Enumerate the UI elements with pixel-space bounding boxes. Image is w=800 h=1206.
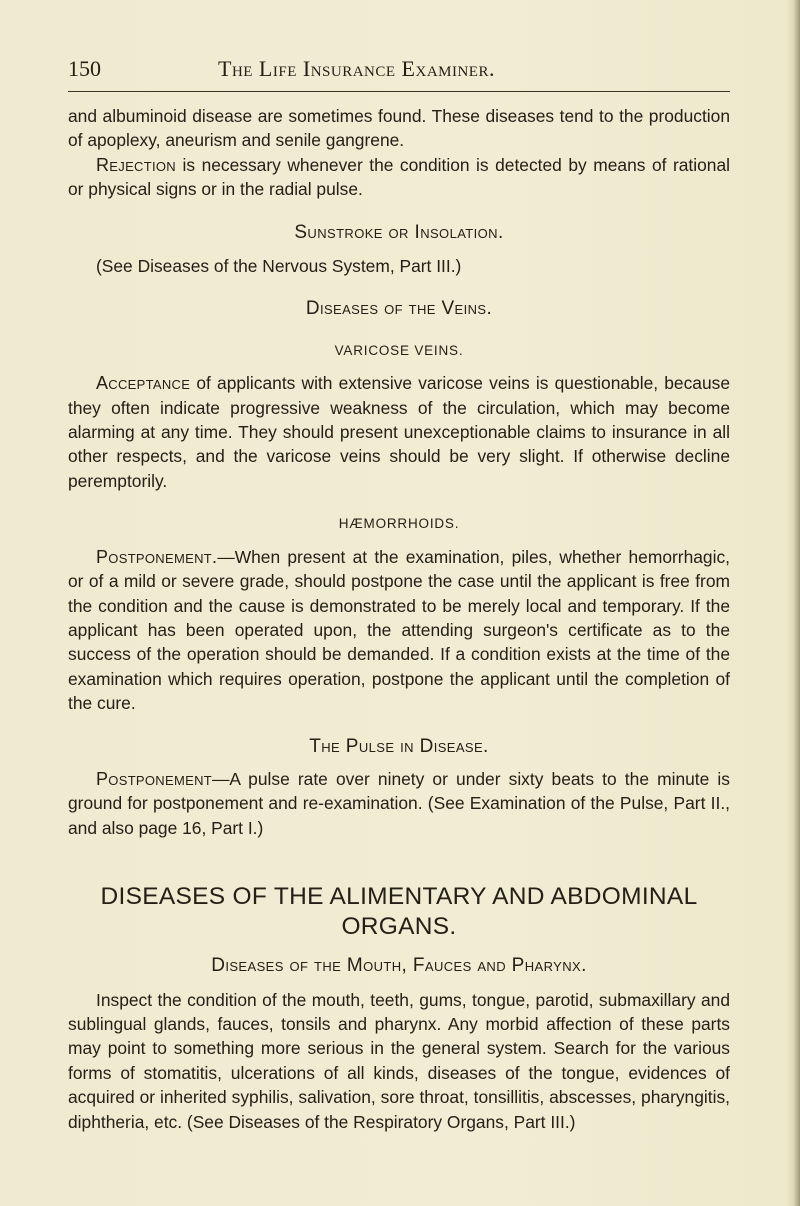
- see-sunstroke: (See Diseases of the Nervous System, Part III.): [96, 256, 462, 277]
- subheading-varicose: VARICOSE VEINS.: [334, 342, 464, 358]
- page-body: [68, 104, 730, 1134]
- paragraph-mouth: Inspect the condition of the mouth, teeth, gums, tongue, parotid, submaxillary and sublingual glands, fauces, tonsils and pharynx. Any morbid affection of these parts may point to something more serious in the general system. Search for the various forms of stomatitis, ulcerations of all kinds, diseases of the tongue, evidences of acquired or inherited syphilis, salivation, sore throat, tonsillitis, abscesses, pharyngitis, diphtheria, etc. (See Diseases of the Respiratory Organs, Part III.): [68, 989, 730, 1132]
- heading-pulse: The Pulse in Disease.: [309, 735, 489, 757]
- page-header: [68, 56, 730, 86]
- paragraph-varicose: [68, 371, 730, 493]
- paragraph-pulse: [68, 767, 730, 840]
- heading-veins: Diseases of the Veins.: [305, 298, 493, 320]
- rejection-lead: Rejection: [96, 154, 176, 175]
- pulse-text: —A pulse rate over ninety or under sixty beats to the minute is ground for postponement and re-examination. (See Examination of the Pulse, Part II., and also page 16, Part I.): [68, 768, 730, 838]
- haemorrhoids-text: —When present at the examination, piles, whether hemorrhagic, or of a mild or severe grade, should postpone the case until the applicant is free from the condition and the cause is demonstrated to be merely local and temporary. If the applicant has been operated upon, the attending surgeon's certificate as to the success of the operation should be demanded. If a condition exists at the time of the examination which requires operation, postpone the applicant until the completion of the cure.: [68, 546, 730, 714]
- rejection-text: is necessary whenever the condition is detected by means of rational or physical signs or in the radial pulse.: [68, 154, 730, 200]
- heading-mouth: Diseases of the Mouth, Fauces and Pharynx.: [211, 955, 587, 977]
- varicose-lead: Acceptance: [96, 373, 191, 394]
- paragraph-haemorrhoids: [68, 545, 730, 716]
- paragraph-rejection: [68, 153, 730, 202]
- heading-sunstroke: Sunstroke or Insolation.: [294, 221, 504, 243]
- header-rule: [68, 91, 730, 92]
- page-edge-shadow: [786, 0, 800, 1206]
- running-title: The Life Insurance Examiner.: [218, 56, 495, 81]
- paragraph-albuminoid: and albuminoid disease are sometimes found. These diseases tend to the production of apoplexy, aneurism and senile gangrene.: [68, 106, 730, 151]
- subheading-haemorrhoids: HÆMORRHOIDS.: [338, 516, 460, 532]
- pulse-lead: Postponement: [96, 768, 213, 789]
- haemorrhoids-lead: Postponement.: [96, 546, 218, 567]
- page-number: 150: [68, 56, 101, 81]
- heading-alimentary: DISEASES OF THE ALIMENTARY AND ABDOMINAL ORGANS.: [100, 883, 698, 941]
- varicose-text: of applicants with extensive varicose veins is questionable, because they often indicate progressive weakness of the circulation, which may become alarming at any time. They should present unexceptionable claims to insurance in all other respects, and the varicose veins should be very slight. If otherwise decline peremptorily.: [68, 373, 730, 491]
